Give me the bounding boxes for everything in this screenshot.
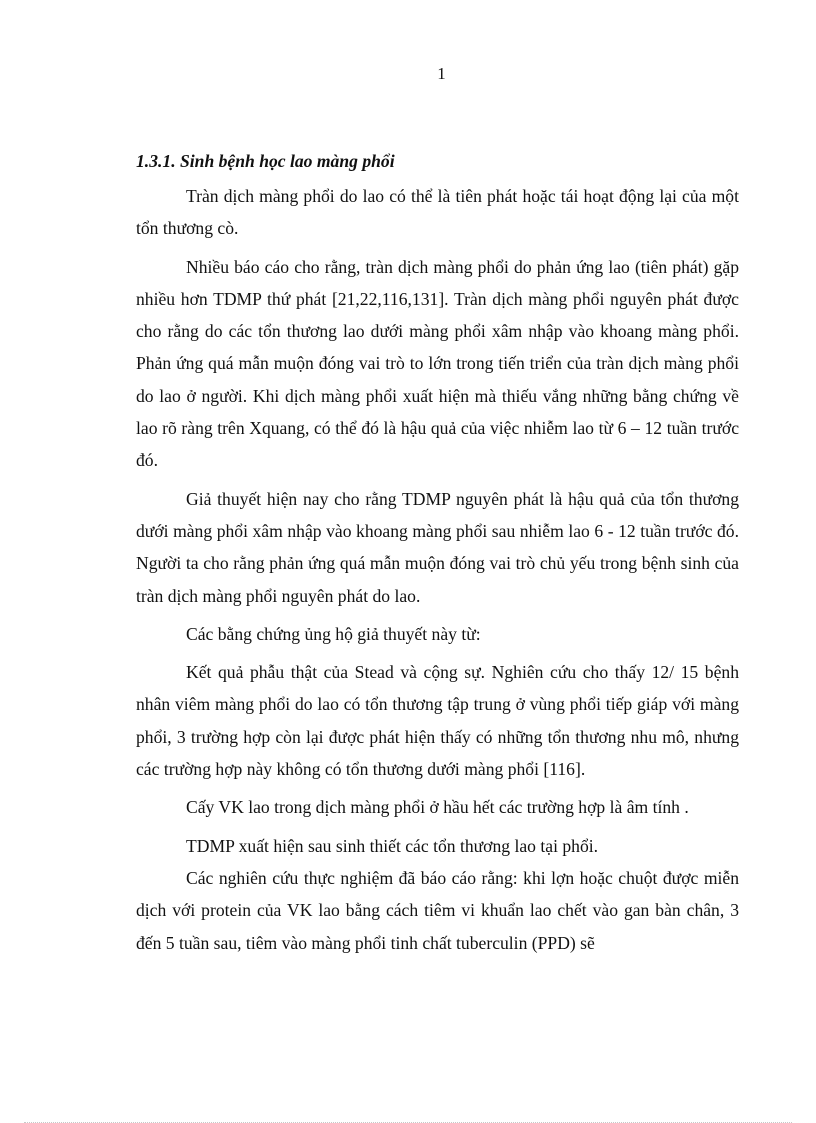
paragraph-biopsy: TDMP xuất hiện sau sinh thiết các tổn thương lao tại phổi. [186, 835, 599, 856]
paragraph-culture-negative: Cấy VK lao trong dịch màng phổi ở hầu hết các trường hợp là âm tính . [186, 797, 689, 818]
page-number: 1 [437, 64, 446, 83]
paragraph-stead-surgery: Kết quả phẫu thật của Stead và cộng sự. Nghiên cứu cho thấy 12/ 15 bệnh nhân viêm màng phổi do lao có tổn thương tập trung ở vùng phổi tiếp giáp với màng phổi, 3 trường hợp còn lại được phát hiện thấy có những tổn thương nhu mô, nhưng các trường hợp này không có tổn thương dưới màng phổi [116]. [136, 662, 739, 780]
paragraph-pleural-origin: Tràn dịch màng phổi do lao có thể là tiên phát hoặc tái hoạt động lại của một tổn thương cò. [136, 186, 739, 239]
paragraph-current-hypothesis: Giả thuyết hiện nay cho rằng TDMP nguyên phát là hậu quả của tổn thương dưới màng phổi xâm nhập vào khoang màng phổi sau nhiễm lao 6 - 12 tuần trước đó. Người ta cho rằng phản ứng quá mẫn muộn đóng vai trò chủ yếu trong bệnh sinh của tràn dịch màng phổi nguyên phát do lao. [136, 488, 739, 606]
section-heading: 1.3.1. Sinh bệnh học lao màng phổi [136, 151, 395, 171]
paragraph-evidence-intro: Các bằng chứng ủng hộ giả thuyết này từ: [186, 623, 481, 644]
document-body [136, 146, 739, 965]
paragraph-primary-reaction: Nhiều báo cáo cho rằng, tràn dịch màng phổi do phản ứng lao (tiên phát) gặp nhiều hơn TDMP thứ phát [21,22,116,131]. Tràn dịch màng phổi nguyên phát được cho rằng do các tổn thương lao dưới màng phổi xâm nhập vào khoang màng phổi. Phản ứng quá mẫn muộn đóng vai trò to lớn trong tiến triển của tràn dịch màng phổi do lao ở người. Khi dịch màng phổi xuất hiện mà thiếu vắng những bằng chứng về lao rõ ràng trên Xquang, có thể đó là hậu quả của việc nhiễm lao từ 6 – 12 tuần trước đó. [136, 256, 739, 471]
paragraph-experimental: Các nghiên cứu thực nghiệm đã báo cáo rằng: khi lợn hoặc chuột được miễn dịch với protein của VK lao bằng cách tiêm vi khuẩn lao chết vào gan bàn chân, 3 đến 5 tuần sau, tiêm vào màng phổi tinh chất tuberculin (PPD) sẽ [136, 867, 739, 953]
